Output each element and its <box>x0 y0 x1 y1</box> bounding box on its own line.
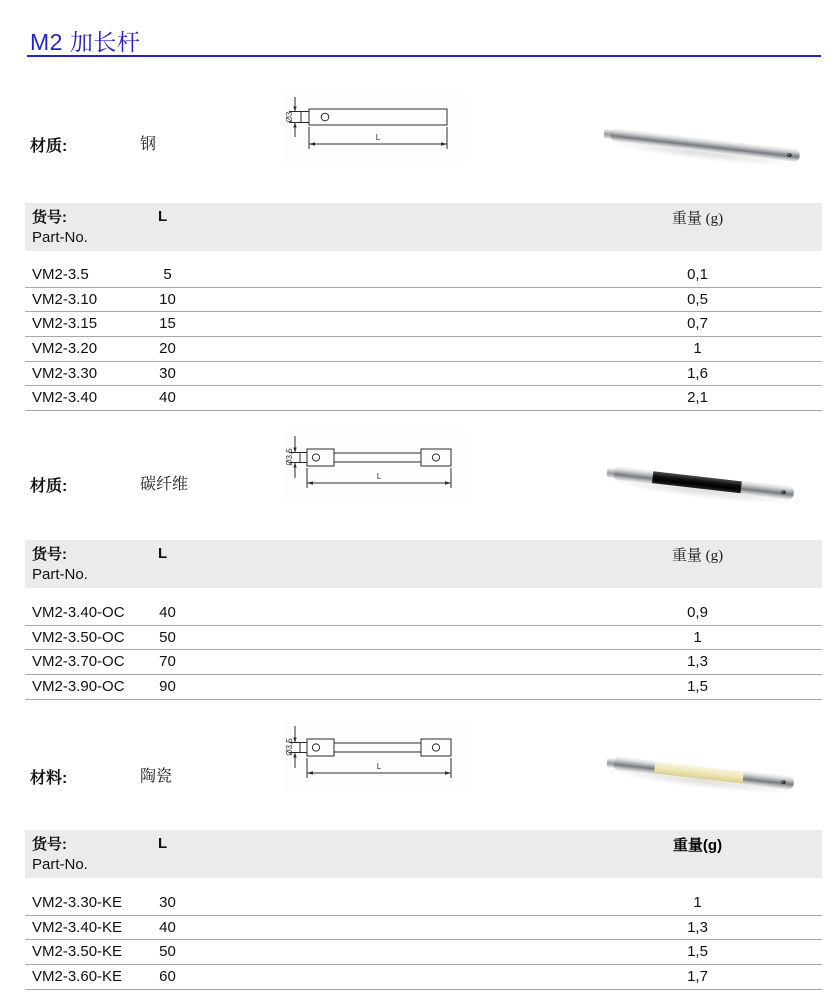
weight-header: 重量(g) <box>672 837 723 854</box>
part-no-cell: VM2-3.40-KE <box>32 918 123 936</box>
part-no-header: 货号: <box>32 209 67 226</box>
part-no-cell: VM2-3.30-KE <box>32 894 123 911</box>
table-row <box>25 916 822 941</box>
carbon-table-body <box>25 601 822 700</box>
length-cell: 40 <box>159 389 176 407</box>
carbon-rod-technical-drawing <box>285 430 465 502</box>
rod-diagram-icon <box>285 430 465 502</box>
table-row <box>25 965 822 990</box>
length-cell: 40 <box>159 604 176 621</box>
table-row <box>25 362 822 387</box>
material-label: 材料: <box>30 770 68 787</box>
length-header: L <box>158 545 168 562</box>
table-row <box>25 675 822 700</box>
part-no-header: 货号: <box>32 836 67 853</box>
part-no-subheader: Part-No. <box>32 229 88 246</box>
weight-cell: 1,5 <box>687 678 708 696</box>
material-value: 碳纤维 <box>140 476 189 493</box>
length-cell: 70 <box>159 653 176 671</box>
ceramic-rod-photo <box>593 734 807 806</box>
screw-hole <box>781 780 786 785</box>
weight-cell: 1 <box>693 628 702 646</box>
part-no-cell: VM2-3.5 <box>32 266 89 283</box>
part-no-cell: VM2-3.20 <box>32 340 98 358</box>
screw-hole <box>787 152 792 157</box>
weight-cell: 0,1 <box>687 266 708 283</box>
table-row <box>25 337 822 362</box>
weight-cell: 2,1 <box>687 389 708 407</box>
length-cell: 30 <box>159 894 176 911</box>
screw-hole <box>781 490 786 495</box>
part-no-cell: VM2-3.90-OC <box>32 678 125 696</box>
length-label: L <box>376 762 382 771</box>
part-no-cell: VM2-3.40 <box>32 389 98 407</box>
diameter-label: Ø3 <box>285 111 294 123</box>
carbon-rod-photo <box>593 444 807 516</box>
table-row <box>25 650 822 675</box>
table-row <box>25 312 822 337</box>
diameter-label: Ø3,5 <box>285 738 294 756</box>
weight-cell: 1 <box>693 894 702 911</box>
weight-cell: 1,7 <box>687 968 708 986</box>
length-cell: 40 <box>159 918 176 936</box>
rod-diagram-icon <box>285 720 465 792</box>
steel-rod-photo <box>593 106 807 178</box>
length-cell: 50 <box>159 628 176 646</box>
table-row <box>25 891 822 916</box>
part-no-cell: VM2-3.60-KE <box>32 968 123 986</box>
part-no-cell: VM2-3.50-KE <box>32 943 123 961</box>
part-no-cell: VM2-3.40-OC <box>32 604 125 621</box>
weight-cell: 1 <box>693 340 702 358</box>
table-row <box>25 263 822 288</box>
material-value: 钢 <box>140 136 157 153</box>
ceramic-rod-technical-drawing <box>285 720 465 792</box>
table-header <box>25 203 822 251</box>
length-cell: 20 <box>159 340 176 358</box>
weight-cell: 1,6 <box>687 364 708 382</box>
length-cell: 90 <box>159 678 176 696</box>
table-row <box>25 288 822 313</box>
weight-cell: 1,3 <box>687 918 708 936</box>
part-no-cell: VM2-3.50-OC <box>32 628 125 646</box>
title-underline <box>27 55 821 57</box>
length-header: L <box>158 208 168 225</box>
table-header <box>25 830 822 878</box>
table-row <box>25 626 822 651</box>
part-no-cell: VM2-3.15 <box>32 315 98 333</box>
part-no-subheader: Part-No. <box>32 566 88 583</box>
weight-cell: 0,5 <box>687 290 708 308</box>
length-cell: 30 <box>159 364 176 382</box>
weight-cell: 0,7 <box>687 315 708 333</box>
length-cell: 60 <box>159 968 176 986</box>
steel-rod-technical-drawing <box>285 92 465 164</box>
length-cell: 5 <box>163 266 172 283</box>
weight-cell: 0,9 <box>687 604 708 621</box>
ceramic-table-body <box>25 891 822 990</box>
steel-table-body <box>25 263 822 411</box>
table-row <box>25 386 822 411</box>
weight-cell: 1,3 <box>687 653 708 671</box>
length-label: L <box>376 472 382 481</box>
weight-cell: 1,5 <box>687 943 708 961</box>
diameter-label: Ø3,5 <box>285 448 294 466</box>
length-cell: 10 <box>159 290 176 308</box>
table-row <box>25 601 822 626</box>
table-header <box>25 540 822 588</box>
page-title: M2 加长杆 <box>30 29 141 55</box>
length-cell: 50 <box>159 943 176 961</box>
part-no-cell: VM2-3.70-OC <box>32 653 125 671</box>
material-label: 材质: <box>30 138 68 155</box>
part-no-subheader: Part-No. <box>32 856 88 873</box>
material-value: 陶瓷 <box>140 768 173 785</box>
material-label: 材质: <box>30 478 68 495</box>
length-header: L <box>158 835 168 852</box>
part-no-cell: VM2-3.30 <box>32 364 98 382</box>
weight-header: 重量 (g) <box>671 548 724 564</box>
length-label: L <box>375 133 381 142</box>
part-no-cell: VM2-3.10 <box>32 290 98 308</box>
length-cell: 15 <box>159 315 176 333</box>
rod-diagram-icon <box>285 92 465 164</box>
weight-header: 重量 (g) <box>671 211 724 227</box>
table-row <box>25 940 822 965</box>
part-no-header: 货号: <box>32 546 67 563</box>
